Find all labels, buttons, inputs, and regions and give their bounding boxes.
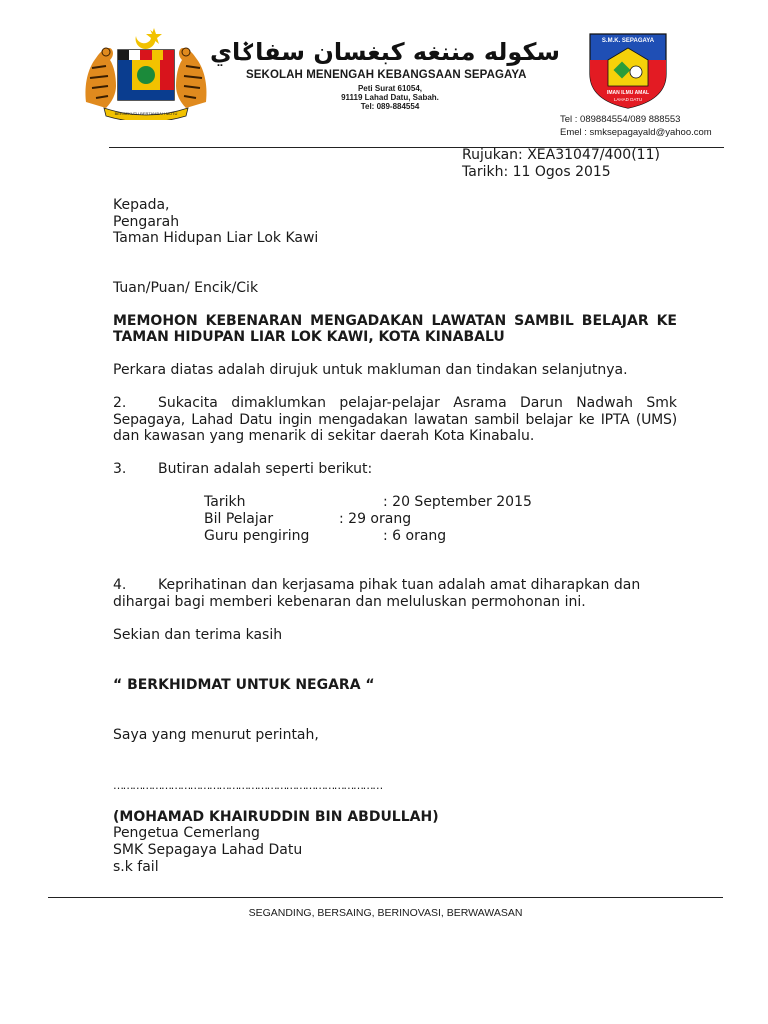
motto: “ BERKHIDMAT UNTUK NEGARA “ — [113, 677, 375, 693]
subject-line: TAMAN HIDUPAN LIAR LOK KAWI, KOTA KINABALU — [113, 329, 505, 345]
coat-of-arms-logo — [80, 24, 212, 120]
detail-label: Guru pengiring — [204, 528, 310, 544]
signatory-name: (MOHAMAD KHAIRUDDIN BIN ABDULLAH) — [113, 809, 439, 825]
svg-text:BERSEKUTU BERTAMBAH MUTU: BERSEKUTU BERTAMBAH MUTU — [114, 111, 178, 116]
contact-email: Emel : smksepagayald@yahoo.com — [560, 127, 712, 138]
svg-text:LAHAD DATU: LAHAD DATU — [613, 97, 643, 102]
reference-number: Rujukan: XEA31047/400(11) — [462, 147, 660, 163]
paragraph-4-number: 4. — [113, 577, 127, 593]
detail-value: : 6 orang — [383, 528, 447, 544]
signature-line: ………………………………………………………………………… — [113, 779, 382, 792]
school-address — [330, 84, 450, 111]
sign-intro: Saya yang menurut perintah, — [113, 727, 319, 743]
paragraph-1: Perkara diatas adalah dirujuk untuk makluman dan tindakan selanjutnya. — [113, 362, 628, 378]
paragraph-4-line: Keprihatinan dan kerjasama pihak tuan adalah amat diharapkan dan — [158, 577, 641, 593]
carbon-copy: s.k fail — [113, 859, 159, 875]
paragraph-4-line: dihargai bagi memberi kebenaran dan meluluskan permohonan ini. — [113, 594, 586, 610]
address-line: 91119 Lahad Datu, Sabah. — [341, 93, 439, 102]
paragraph-2-line: Sepagaya, Lahad Datu ingin mengadakan lawatan sambil belajar ke IPTA (UMS) — [113, 412, 677, 428]
subject-line: MEMOHON KEBENARAN MENGADAKAN LAWATAN SAMBIL BELAJAR KE — [113, 313, 677, 329]
paragraph-2-line: Sukacita dimaklumkan pelajar-pelajar Asrama Darun Nadwah Smk — [158, 395, 677, 411]
recipient-line: Taman Hidupan Liar Lok Kawi — [113, 230, 319, 246]
salutation: Tuan/Puan/ Encik/Cik — [113, 280, 259, 296]
paragraph-3-text: Butiran adalah seperti berikut: — [158, 461, 373, 477]
detail-label: Tarikh — [204, 494, 246, 510]
closing: Sekian dan terima kasih — [113, 627, 283, 643]
recipient-line: Pengarah — [113, 214, 180, 230]
signatory-school: SMK Sepagaya Lahad Datu — [113, 842, 303, 858]
paragraph-2-number: 2. — [113, 395, 127, 411]
letter-date: Tarikh: 11 Ogos 2015 — [462, 164, 611, 180]
signatory-title: Pengetua Cemerlang — [113, 825, 260, 841]
address-line: Tel: 089-884554 — [360, 102, 420, 111]
paragraph-3-number: 3. — [113, 461, 127, 477]
school-name: SEKOLAH MENENGAH KEBANGSAAN SEPAGAYA — [246, 69, 527, 81]
jawi-title: سکوله مننغه کبغسان سفاݢاي — [210, 38, 560, 66]
letterhead — [0, 0, 768, 150]
detail-value: : 29 orang — [339, 511, 412, 527]
svg-text:IMAN ILMU AMAL: IMAN ILMU AMAL — [606, 90, 650, 96]
detail-label: Bil Pelajar — [204, 511, 274, 527]
contact-tel: Tel : 089884554/089 888553 — [560, 114, 681, 125]
school-crest-logo — [586, 30, 670, 110]
school-contact — [560, 113, 712, 139]
address-line: Peti Surat 61054, — [357, 84, 423, 93]
recipient-line: Kepada, — [113, 197, 170, 213]
svg-text:S.M.K. SEPAGAYA: S.M.K. SEPAGAYA — [601, 38, 655, 44]
footer-slogan: SEGANDING, BERSAING, BERINOVASI, BERWAWASAN — [248, 907, 523, 919]
detail-value: : 20 September 2015 — [383, 494, 532, 510]
footer-divider — [48, 897, 723, 898]
paragraph-2-line: dan kawasan yang menarik di sekitar daerah Kota Kinabalu. — [113, 428, 535, 444]
